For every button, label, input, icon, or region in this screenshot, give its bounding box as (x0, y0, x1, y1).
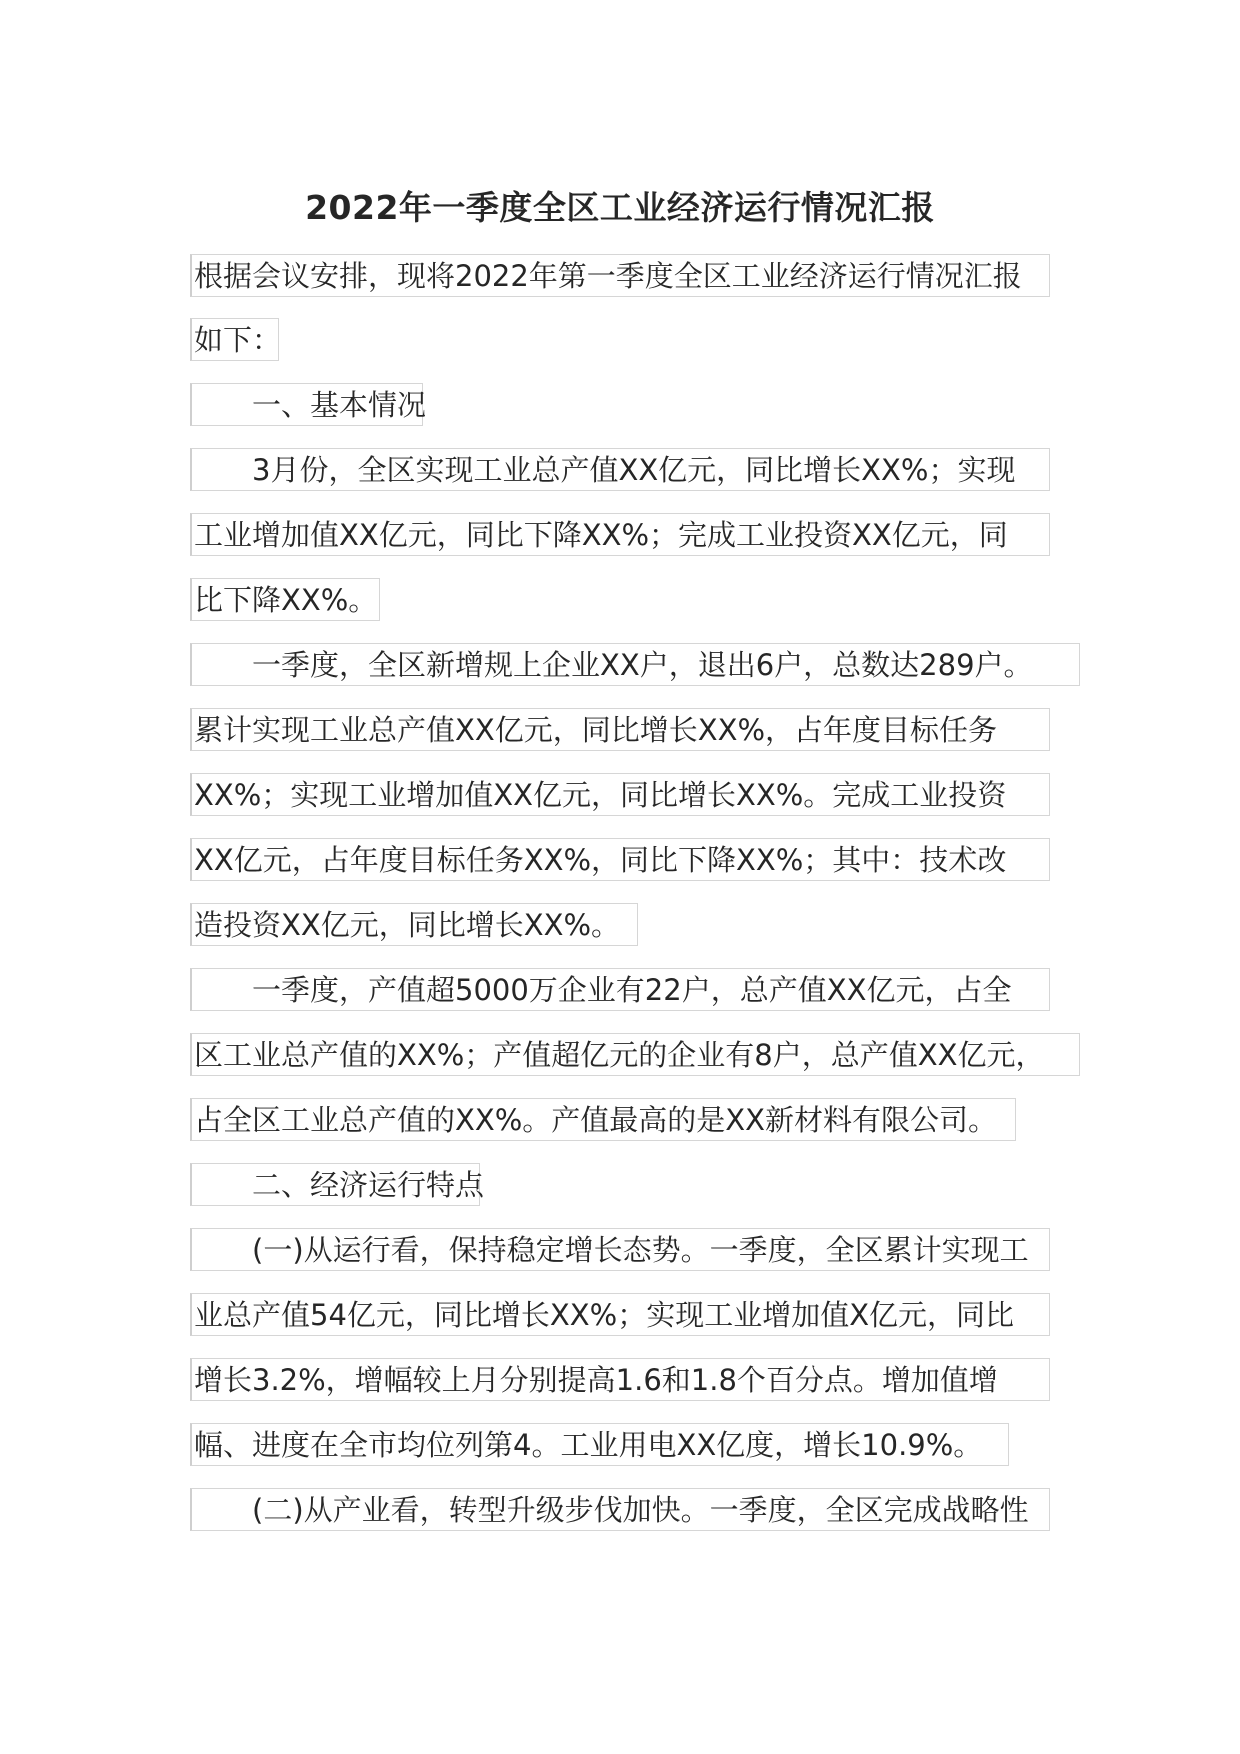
text-line: 根据会议安排，现将2022年第一季度全区工业经济运行情况汇报 (190, 254, 1050, 297)
text-line: XX%；实现工业增加值XX亿元，同比增长XX%。完成工业投资 (190, 773, 1050, 816)
section-heading: 二、经济运行特点 (190, 1163, 480, 1206)
text-line: 累计实现工业总产值XX亿元，同比增长XX%，占年度目标任务 (190, 708, 1050, 751)
text-line: (一)从运行看，保持稳定增长态势。一季度，全区累计实现工 (190, 1228, 1050, 1271)
text-line: 一季度，全区新增规上企业XX户，退出6户，总数达289户。 (190, 643, 1080, 686)
text-line: (二)从产业看，转型升级步伐加快。一季度，全区完成战略性 (190, 1488, 1050, 1531)
text-line: 如下： (190, 318, 279, 361)
text-line: 造投资XX亿元，同比增长XX%。 (190, 903, 638, 946)
text-line: 幅、进度在全市均位列第4。工业用电XX亿度，增长10.9%。 (190, 1423, 1009, 1466)
text-line: XX亿元，占年度目标任务XX%，同比下降XX%；其中：技术改 (190, 838, 1050, 881)
text-line: 增长3.2%，增幅较上月分别提高1.6和1.8个百分点。增加值增 (190, 1358, 1050, 1401)
text-line: 比下降XX%。 (190, 578, 380, 621)
section-heading: 一、基本情况 (190, 383, 423, 426)
text-line: 业总产值54亿元，同比增长XX%；实现工业增加值X亿元，同比 (190, 1293, 1050, 1336)
text-line: 3月份，全区实现工业总产值XX亿元，同比增长XX%；实现 (190, 448, 1050, 491)
document-title: 2022年一季度全区工业经济运行情况汇报 (305, 188, 935, 227)
text-line: 占全区工业总产值的XX%。产值最高的是XX新材料有限公司。 (190, 1098, 1016, 1141)
text-line: 工业增加值XX亿元，同比下降XX%；完成工业投资XX亿元，同 (190, 513, 1050, 556)
text-line: 一季度，产值超5000万企业有22户，总产值XX亿元，占全 (190, 968, 1050, 1011)
text-line: 区工业总产值的XX%；产值超亿元的企业有8户，总产值XX亿元， (190, 1033, 1080, 1076)
